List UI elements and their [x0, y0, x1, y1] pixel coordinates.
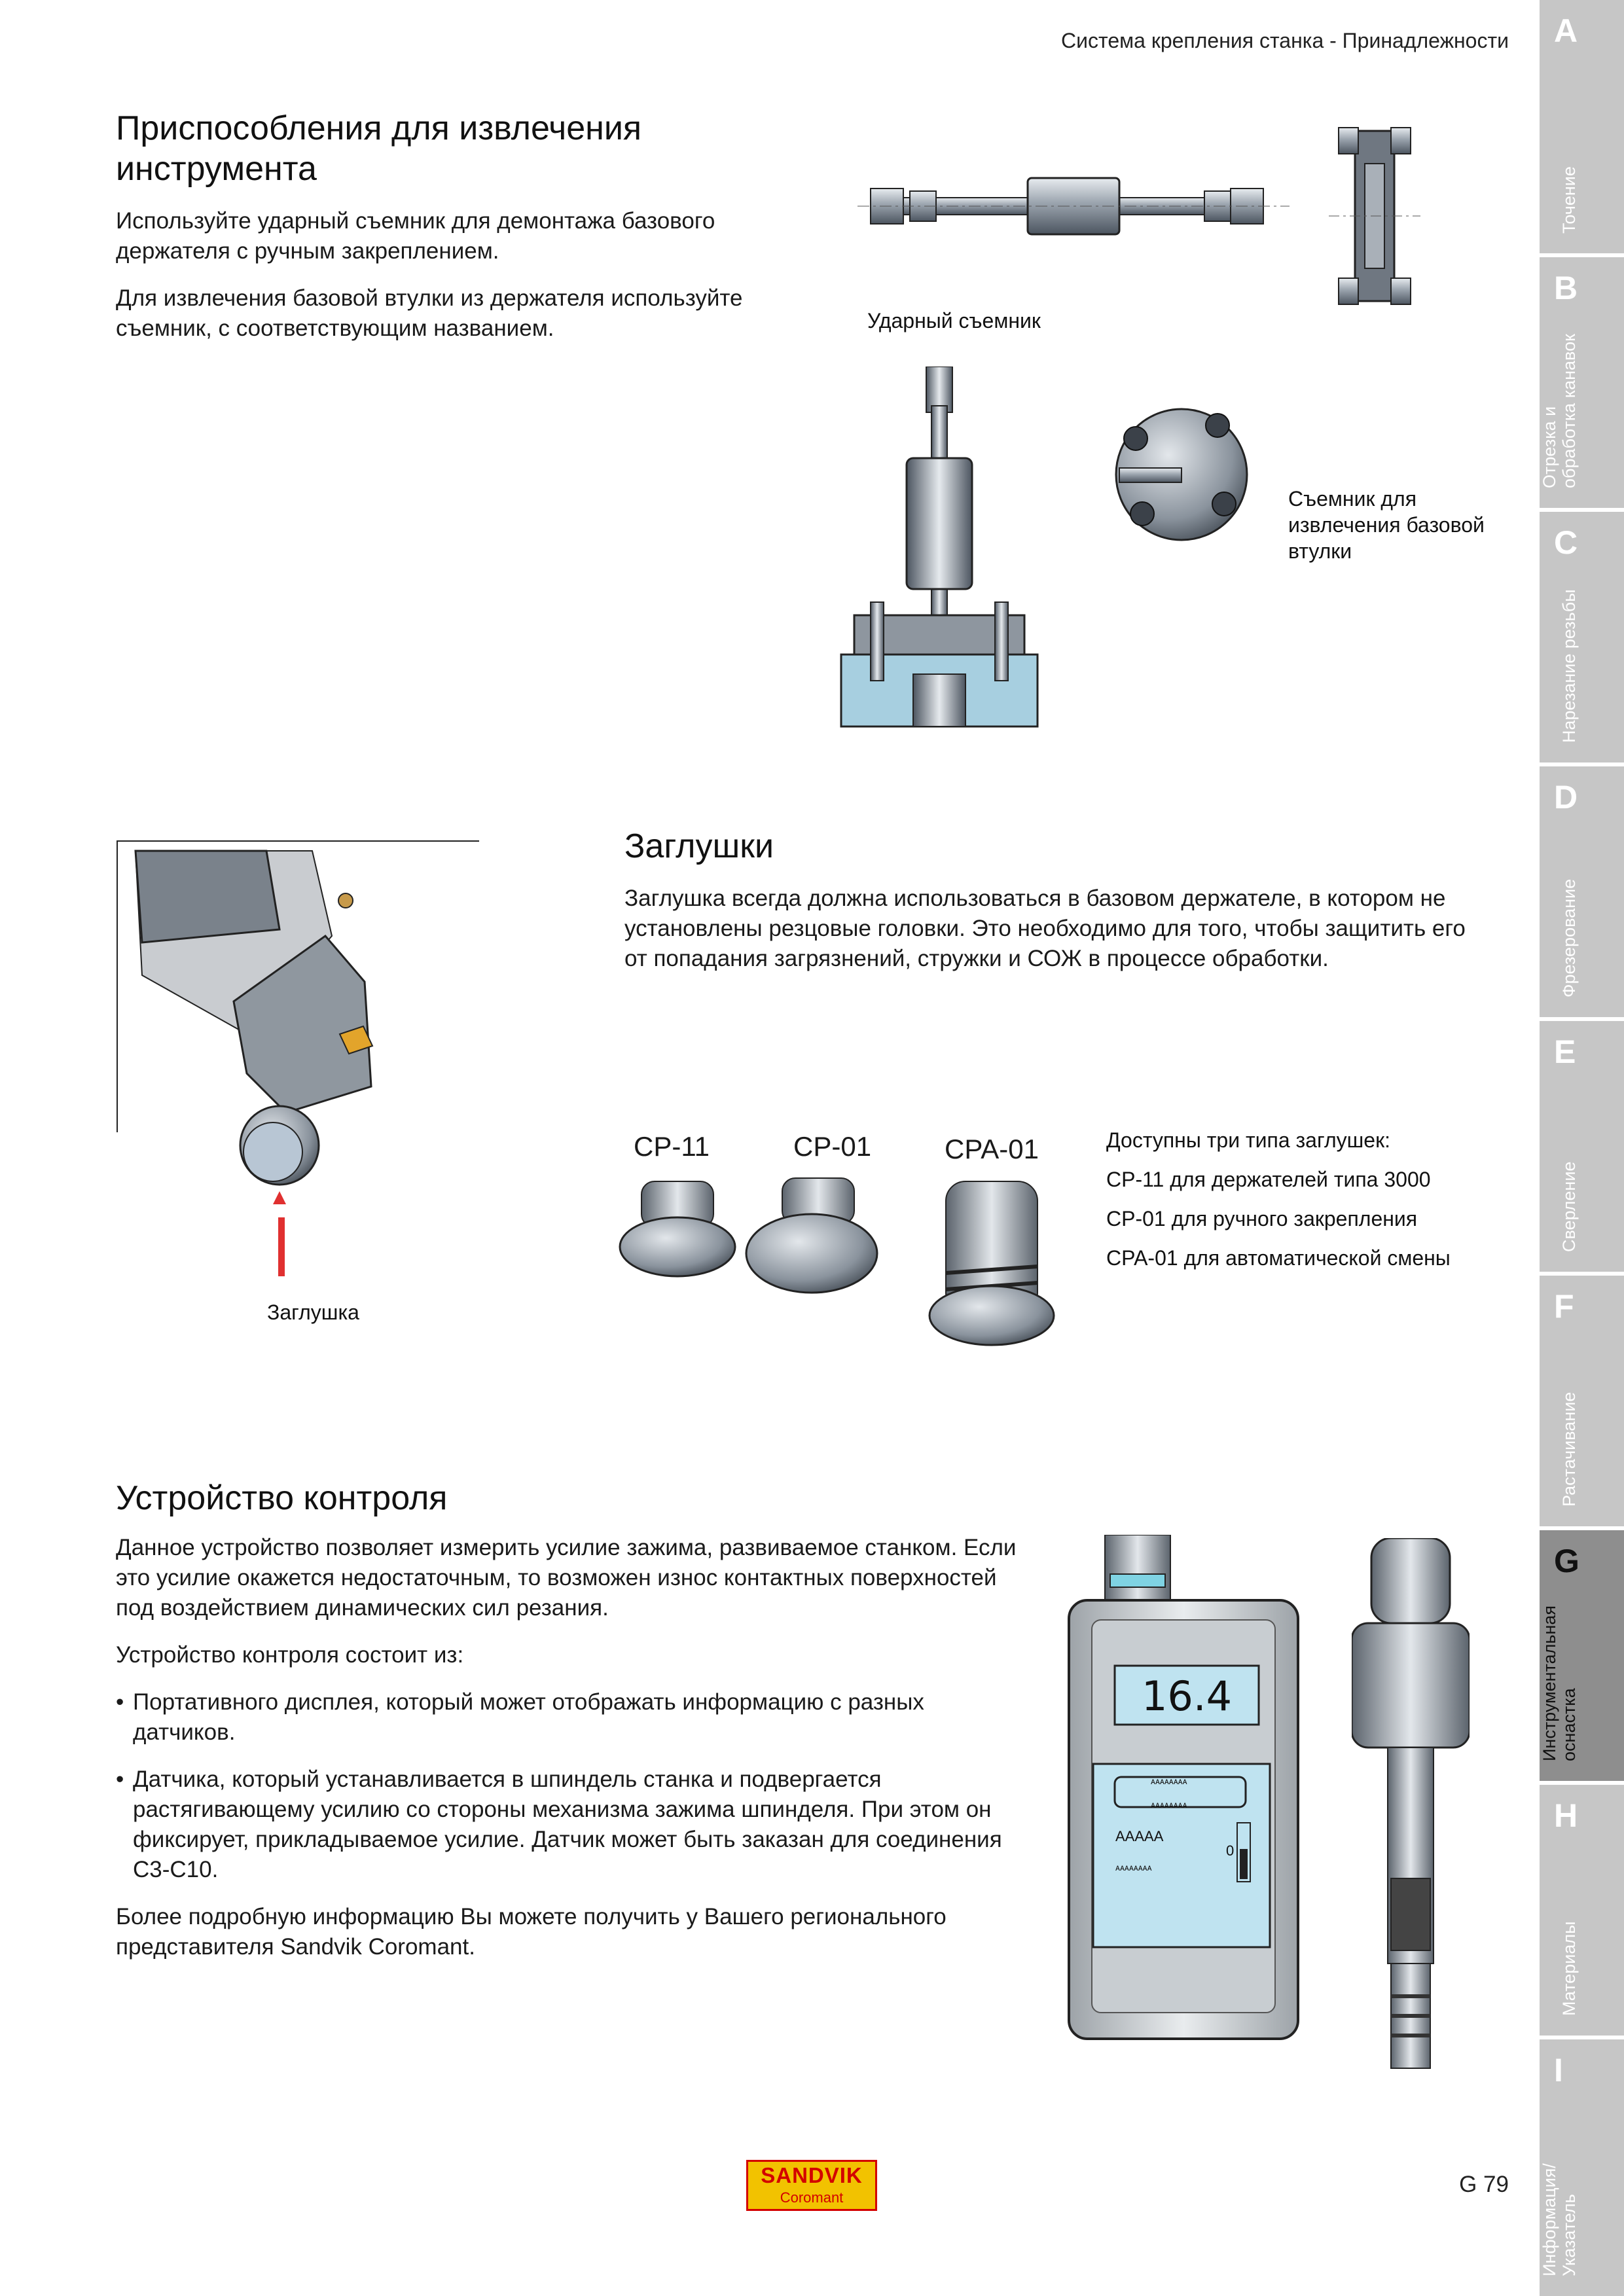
section-control-device: [116, 1478, 1032, 1979]
section-title-plugs: Заглушки: [624, 827, 774, 865]
puller-in-holder-illustration: [835, 367, 1051, 733]
tab-label: Сверление: [1559, 1161, 1579, 1252]
display-body-icon: [1066, 1535, 1301, 2042]
tab-letter: A: [1554, 12, 1578, 49]
tab-label: Фрезерование: [1559, 878, 1579, 997]
arrow-icon: [265, 1217, 298, 1276]
page-header-title: Система крепления станка - Принадлежности: [1061, 29, 1509, 52]
plugs-illustration: [615, 1175, 1074, 1352]
plug-type-item: CP-11 для держателей типа 3000: [1106, 1168, 1431, 1191]
sandvik-coromant-logo: [746, 2160, 877, 2211]
paragraph: Устройство контроля состоит из:: [116, 1642, 464, 1668]
plug-types-intro: Доступны три типа заглушек:: [1106, 1128, 1390, 1152]
tab-materials[interactable]: [1540, 1785, 1624, 2036]
plug-cpa01-icon: [929, 1181, 1054, 1345]
tab-letter: C: [1554, 524, 1578, 561]
plug-label-cpa01: CPA-01: [945, 1134, 1039, 1164]
page-number: G 79: [1459, 2172, 1509, 2197]
tab-letter: H: [1554, 1797, 1578, 1834]
portable-display-illustration: [1066, 1535, 1301, 2042]
chapter-tab-bar: [1540, 0, 1624, 2296]
tab-tooling-systems[interactable]: [1540, 1530, 1624, 1781]
display-zero: 0: [1226, 1842, 1235, 1859]
plug-cp01-icon: [746, 1178, 877, 1293]
logo-subtext: Coromant: [780, 2189, 844, 2206]
force-sensor-illustration: [1352, 1538, 1470, 2081]
plug-type-item: CPA-01 для автоматической смены: [1106, 1246, 1451, 1270]
tab-drilling[interactable]: [1540, 1021, 1624, 1272]
plug-type-item: CP-01 для ручного закрепления: [1106, 1207, 1418, 1230]
section-title-extraction: Приспособления для извлечения инструмента: [116, 109, 642, 188]
paragraph: Заглушка всегда должна использоваться в базовом держателе, в котором не установлены резцовые головки. Это необходимо для того, чтобы защитить его от попадания загрязнений, стружки и СОЖ в процессе обработки.: [624, 886, 1466, 971]
plug-label-cp11: CP-11: [634, 1131, 710, 1162]
section-title-control: Устройство контроля: [116, 1479, 448, 1517]
plug-types-list: [1106, 1127, 1512, 1271]
tab-letter: F: [1554, 1288, 1574, 1325]
bullet-item: • Портативного дисплея, который может отображать информацию с разных датчиков.: [116, 1687, 1032, 1748]
section-extraction: [116, 108, 810, 361]
paragraph: Для извлечения базовой втулки из держателя используйте съемник, с соответствующим названием.: [116, 285, 743, 341]
holder-with-plug-illustration: [116, 838, 482, 1204]
tab-label: Инструментальная оснастка: [1540, 1605, 1579, 1761]
logo-text: SANDVIK: [761, 2163, 863, 2187]
tab-label: Точение: [1559, 166, 1579, 234]
tab-label: Растачивание: [1559, 1391, 1579, 1507]
plug-label-cp01: CP-01: [793, 1131, 872, 1162]
display-line: AAAAA: [1115, 1828, 1164, 1844]
tab-letter: I: [1554, 2052, 1563, 2089]
caption-plug: Заглушка: [267, 1300, 359, 1324]
tab-label: Нарезание резьбы: [1559, 589, 1579, 743]
bullet-item: • Датчика, который устанавливается в шпиндель станка и подвергается растягивающему усилию со стороны механизма зажима шпинделя. При этом он фиксирует, прикладываемое усилие. Датчик может быть заказан для соединения C3-C10.: [116, 1765, 1032, 1885]
section-plugs: [624, 826, 1475, 991]
tab-letter: G: [1554, 1543, 1579, 1579]
tab-info-index[interactable]: [1540, 2039, 1624, 2296]
bushing-puller-illustration: [1106, 399, 1257, 550]
tab-label: Отрезка и обработка канавок: [1540, 334, 1579, 488]
display-marks: ᴀᴀᴀᴀᴀᴀᴀᴀ: [1115, 1862, 1152, 1873]
tab-milling[interactable]: [1540, 766, 1624, 1017]
caption-bushing-puller: Съемник для извлечения базовой втулки: [1288, 487, 1485, 563]
tab-letter: B: [1554, 270, 1578, 306]
display-marks: ᴀᴀᴀᴀᴀᴀᴀᴀ: [1151, 1776, 1187, 1786]
paragraph: Используйте ударный съемник для демонтажа базового держателя с ручным закреплением.: [116, 208, 715, 264]
paragraph: Данное устройство позволяет измерить усилие зажима, развиваемое станком. Если это усилие окажется недостаточным, то возможен износ контактных поверхностей под воздействием динамических сил резания.: [116, 1535, 1017, 1621]
paragraph: Более подробную информацию Вы можете получить у Вашего регионального представителя Sandvik Coromant.: [116, 1904, 947, 1960]
tab-boring[interactable]: [1540, 1276, 1624, 1526]
display-readout: 16.4: [1141, 1672, 1233, 1720]
tab-turning[interactable]: [1540, 0, 1624, 253]
tab-threading[interactable]: [1540, 512, 1624, 762]
tab-label: Материалы: [1559, 1921, 1579, 2016]
hammer-puller-illustration: [857, 118, 1303, 281]
plug-cp11-icon: [620, 1181, 735, 1276]
puller-bracket-illustration: [1329, 118, 1420, 314]
tab-letter: E: [1554, 1033, 1576, 1070]
tab-label: Информация/ Указатель: [1540, 2163, 1579, 2276]
tab-letter: D: [1554, 779, 1578, 816]
caption-hammer-puller: Ударный съемник: [867, 309, 1041, 332]
display-marks: ᴀᴀᴀᴀᴀᴀᴀᴀ: [1151, 1799, 1187, 1810]
tab-parting-grooving[interactable]: [1540, 257, 1624, 508]
